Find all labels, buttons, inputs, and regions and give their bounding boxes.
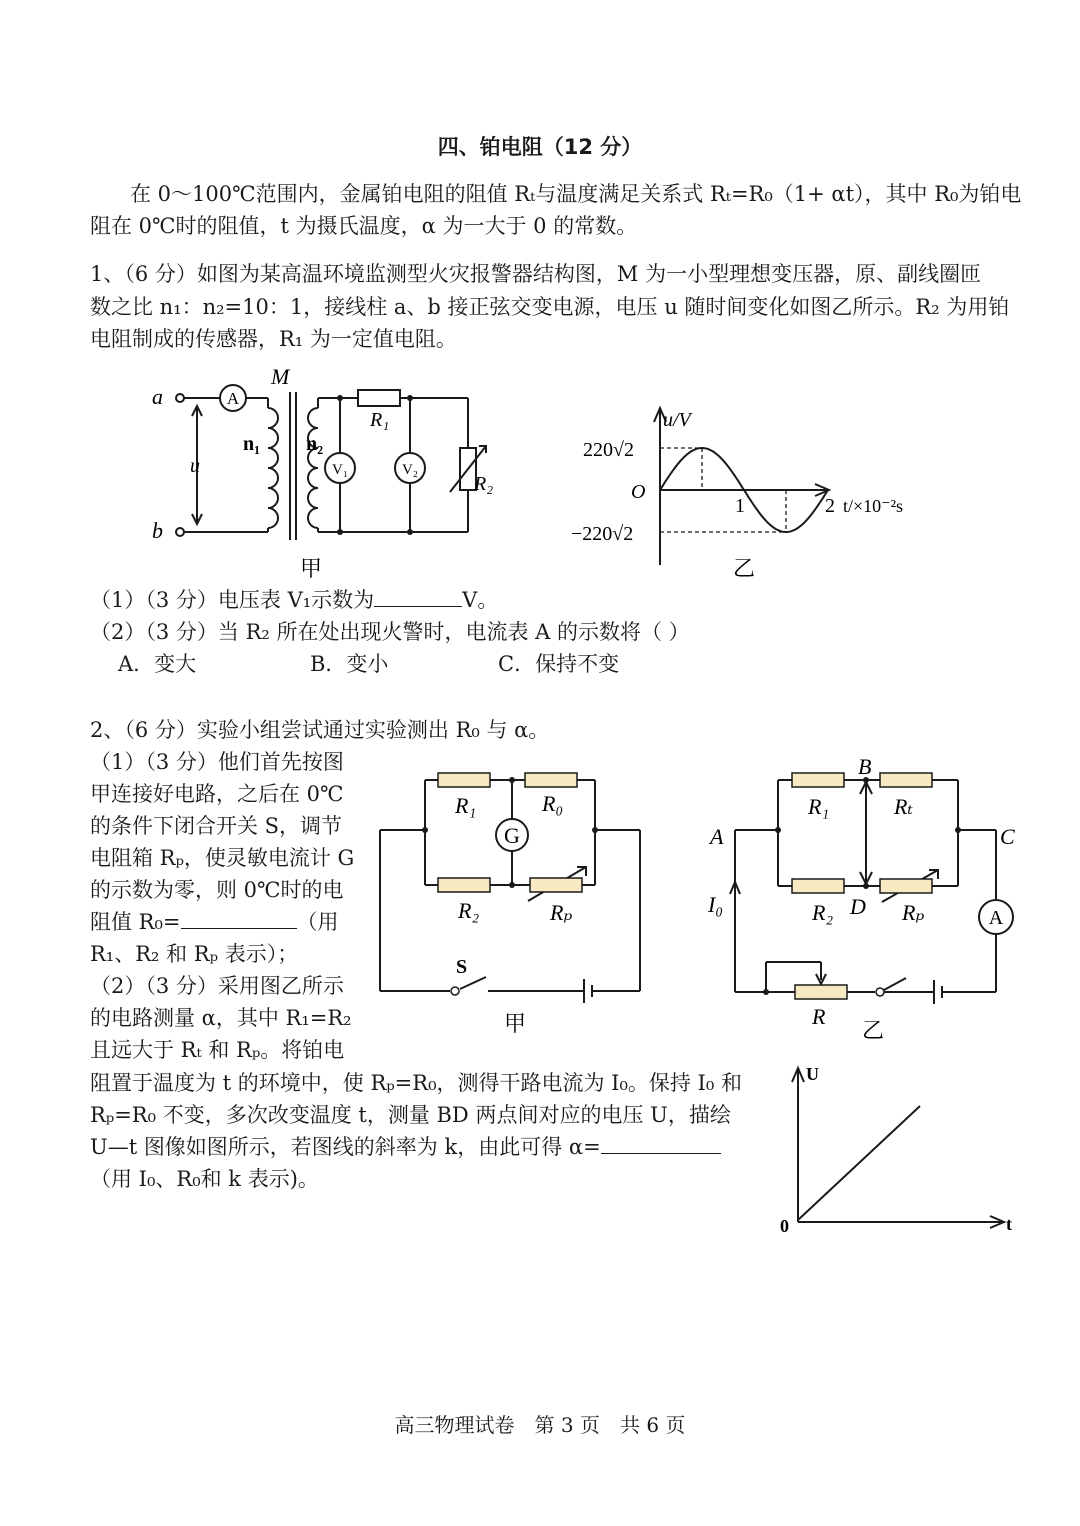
t-axis-label: t/×10⁻²s: [843, 496, 904, 516]
tick-2-label: 2: [825, 495, 835, 517]
u-axis-label: u/V: [663, 409, 691, 431]
bridge-circuit-yi-figure: [700, 752, 1030, 1047]
q2-sub1-line-6: [90, 906, 339, 938]
q2-sub2-line-6: [90, 1131, 721, 1163]
alpha-answer-prefix: U—t 图像如图所示，若图线的斜率为 k，由此可得 α=: [90, 1135, 601, 1159]
jia-r1-label: R₁: [455, 793, 477, 818]
bridge-yi-caption: 乙: [862, 1018, 885, 1043]
r1-label: R₁: [370, 409, 390, 431]
rheostat-r-label: R: [812, 1004, 826, 1029]
r2-label: R₂: [474, 473, 494, 495]
figure-jia-caption: 甲: [300, 556, 323, 581]
q1-sub1-blank[interactable]: [374, 584, 462, 607]
t-axis-letter: t: [1006, 1214, 1012, 1234]
r0-answer-blank[interactable]: [181, 906, 297, 929]
yi-ammeter-label: A: [988, 907, 1004, 929]
transformer-circuit-figure: [140, 360, 520, 585]
bridge-jia-caption: 甲: [504, 1011, 527, 1036]
switch-s-label: S: [456, 956, 468, 978]
terminal-a-label: a: [152, 384, 163, 409]
u-t-graph-figure: [770, 1060, 1030, 1245]
section-title: 四、铂电阻（12 分）: [437, 135, 643, 159]
q2-sub2-line-2: 的电路测量 α，其中 R₁=R₂: [90, 1006, 352, 1030]
n1-label: n₁: [243, 433, 261, 455]
q1-option-b: B．变小: [310, 652, 389, 676]
q2-sub2-line-3: 且远大于 Rₜ 和 Rₚ。将铂电: [90, 1038, 345, 1062]
r0-answer-prefix: 阻值 R₀=: [90, 910, 181, 934]
q1-stem-line-1: 1、（6 分）如图为某高温环境监测型火灾报警器结构图，M 为一小型理想变压器，原、副线圈匝: [90, 262, 982, 286]
q1-sub1: [90, 584, 498, 616]
tick-1-label: 1: [735, 495, 745, 517]
intro-line-1: 在 0～100℃范围内，金属铂电阻的阻值 Rₜ与温度满足关系式 Rₜ=R₀（1+ αt），其中 R₀为铂电: [130, 182, 1022, 206]
q2-sub2-line-5: Rₚ=R₀ 不变，多次改变温度 t，测量 BD 两点间对应的电压 U，描绘: [90, 1103, 731, 1127]
voltmeter-v2-label: V₂: [401, 462, 419, 478]
yi-r2-label: R₂: [812, 900, 834, 925]
transformer-m-label: M: [271, 364, 290, 389]
alpha-answer-blank[interactable]: [601, 1131, 721, 1154]
jia-r0-label: R₀: [542, 791, 564, 816]
q1-stem-line-2: 数之比 n₁：n₂=10：1，接线柱 a、b 接正弦交变电源，电压 u 随时间变化如图乙所示。R₂ 为用铂: [90, 295, 1010, 319]
graph-origin-label: 0: [780, 1216, 789, 1236]
q2-sub2-line-1: （2）（3 分）采用图乙所示: [90, 974, 344, 998]
q2-sub1-line-5: 的示数为零，则 0℃时的电: [90, 878, 344, 902]
q1-sub1-unit: V。: [462, 588, 499, 612]
q2-sub1-line-3: 的条件下闭合开关 S，调节: [90, 814, 343, 838]
u-t-line: [798, 1106, 920, 1220]
y-min-label: −220√2: [571, 523, 634, 545]
yi-r1-label: R₁: [808, 794, 830, 819]
bridge-circuit-jia-figure: [370, 755, 660, 1045]
q2-sub2-line-7: （用 I₀、R₀和 k 表示)。: [90, 1167, 319, 1191]
q1-sub1-text: （1）（3 分）电压表 V₁示数为: [90, 588, 375, 612]
node-d-label: D: [850, 894, 866, 919]
page-footer: 高三物理试卷 第 3 页 共 6 页: [394, 1413, 686, 1437]
yi-rt-label: Rₜ: [894, 794, 913, 819]
voltage-u-label: u: [190, 455, 200, 477]
origin-label: O: [631, 481, 646, 503]
q2-sub1-line-7: R₁、R₂ 和 Rₚ 表示）；: [90, 942, 299, 966]
q1-stem-line-3: 电阻制成的传感器，R₁ 为一定值电阻。: [90, 327, 457, 351]
node-c-label: C: [1000, 824, 1015, 849]
q1-sub2: （2）（3 分）当 R₂ 所在处出现火警时，电流表 A 的示数将（ ）: [90, 620, 690, 644]
q2-sub1-line-1: （1）（3 分）他们首先按图: [90, 750, 344, 774]
voltage-waveform-figure: [565, 400, 935, 580]
q2-stem: 2、（6 分）实验小组尝试通过实验测出 R₀ 与 α。: [90, 718, 550, 742]
q2-sub2-line-4: 阻置于温度为 t 的环境中，使 Rₚ=R₀，测得干路电流为 I₀。保持 I₀ 和: [90, 1071, 742, 1095]
yi-rp-label: Rₚ: [902, 900, 925, 925]
q1-option-c: C．保持不变: [498, 652, 620, 676]
voltmeter-v1-label: V₁: [331, 462, 349, 478]
n2-label: n₂: [306, 433, 324, 455]
current-i0-label: I₀: [708, 892, 723, 917]
galvanometer-g-label: G: [504, 823, 520, 848]
node-a-label: A: [710, 824, 724, 849]
q1-option-a: A．变大: [118, 652, 197, 676]
figure-yi-caption: 乙: [733, 556, 756, 580]
terminal-b-label: b: [152, 518, 163, 543]
node-b-label: B: [858, 754, 872, 779]
u-axis-letter: U: [806, 1064, 819, 1084]
intro-line-2: 阻在 0℃时的阻值，t 为摄氏温度，α 为一大于 0 的常数。: [90, 214, 638, 238]
q2-sub1-line-4: 电阻箱 Rₚ，使灵敏电流计 G: [90, 846, 355, 870]
jia-r2-label: R₂: [458, 898, 480, 923]
q2-sub1-line-2: 甲连接好电路，之后在 0℃: [90, 782, 344, 806]
jia-rp-label: Rₚ: [550, 900, 573, 925]
ammeter-a-label: A: [226, 389, 240, 408]
r0-answer-suffix: （用: [296, 910, 339, 934]
y-max-label: 220√2: [583, 439, 634, 461]
